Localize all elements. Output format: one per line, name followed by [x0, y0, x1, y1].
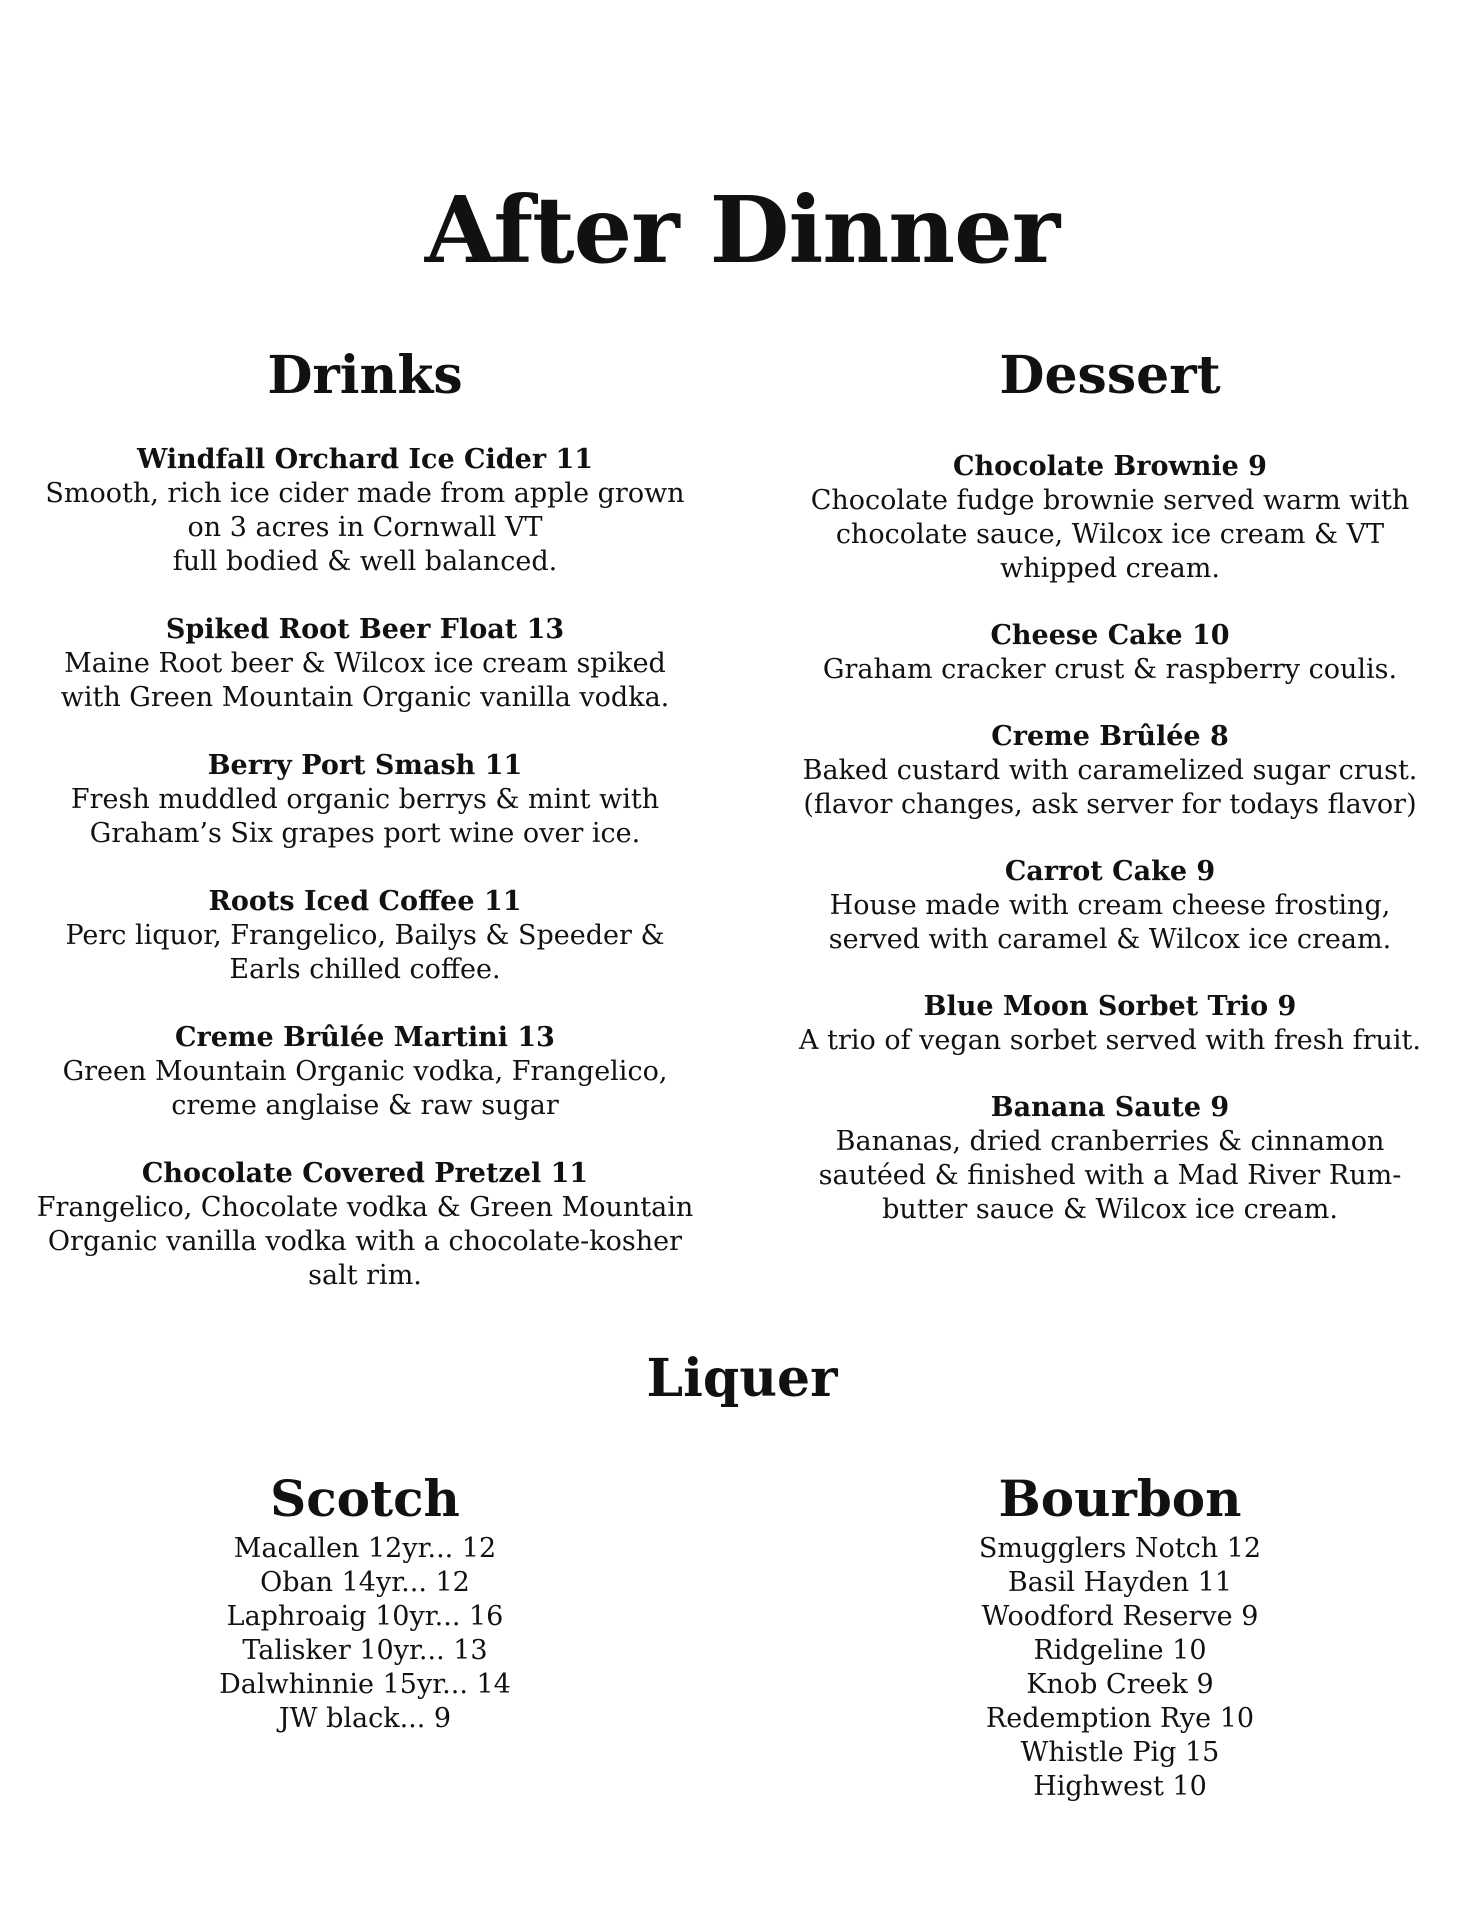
list-item: Basil Hayden 11: [1007, 1566, 1233, 1598]
dessert-description: Chocolate fudge brownie served warm with chocolate sauce, Wilcox ice cream & VT whipped cream.: [810, 485, 1410, 584]
drink-item: [30, 885, 700, 987]
scotch-heading: Scotch: [270, 1469, 460, 1528]
drink-name: Spiked Root Beer Float 13: [165, 614, 565, 645]
drink-description: Green Mountain Organic vodka, Frangelico, creme anglaise & raw sugar: [62, 1056, 668, 1121]
dessert-description: A trio of vegan sorbet served with fresh fruit.: [799, 1025, 1421, 1056]
dessert-heading: Dessert: [999, 345, 1221, 406]
drink-item: [30, 443, 700, 579]
dessert-item: [765, 720, 1455, 822]
dessert-item: [765, 1091, 1455, 1227]
drink-name: Roots Iced Coffee 11: [208, 886, 522, 917]
list-item: JW black... 9: [278, 1702, 452, 1734]
list-item: Smugglers Notch 12: [978, 1532, 1262, 1564]
scotch-list: [165, 1532, 565, 1736]
dessert-item: [765, 855, 1455, 957]
dessert-description: Graham cracker crust & raspberry coulis.: [822, 654, 1398, 685]
list-item: Talisker 10yr... 13: [242, 1634, 488, 1666]
drinks-list: [30, 443, 700, 1327]
list-item: Dalwhinnie 15yr... 14: [219, 1668, 511, 1700]
drink-item: [30, 1157, 700, 1293]
drink-description: Frangelico, Chocolate vodka & Green Mountain Organic vanilla vodka with a chocolate-kosher salt rim.: [36, 1192, 694, 1291]
bourbon-section: [920, 1470, 1320, 1804]
list-item: Laphroaig 10yr... 16: [226, 1600, 504, 1632]
drink-description: Perc liquor, Frangelico, Bailys & Speeder & Earls chilled coffee.: [65, 920, 665, 985]
dessert-description: Baked custard with caramelized sugar crust. (flavor changes, ask server for todays flavor): [802, 755, 1418, 820]
drink-description: Smooth, rich ice cider made from apple grown on 3 acres in Cornwall VT full bodied & well balanced.: [45, 478, 685, 577]
drink-name: Chocolate Covered Pretzel 11: [141, 1158, 589, 1189]
dessert-name: Chocolate Brownie 9: [953, 451, 1267, 482]
liquer-heading: Liquer: [646, 1348, 838, 1409]
dessert-list: [765, 450, 1455, 1260]
dessert-name: Blue Moon Sorbet Trio 9: [923, 991, 1297, 1022]
drink-item: [30, 613, 700, 715]
dessert-name: Cheese Cake 10: [990, 620, 1230, 651]
bourbon-heading: Bourbon: [998, 1469, 1242, 1528]
dessert-description: House made with cream cheese frosting, served with caramel & Wilcox ice cream.: [828, 890, 1392, 955]
page-title: After Dinner: [424, 176, 1060, 284]
dessert-item: [765, 450, 1455, 586]
dessert-description: Bananas, dried cranberries & cinnamon sautéed & finished with a Mad River Rum- butter sauce & Wilcox ice cream.: [818, 1126, 1402, 1225]
list-item: Macallen 12yr... 12: [233, 1532, 497, 1564]
drinks-heading: Drinks: [267, 345, 463, 406]
list-item: Oban 14yr... 12: [260, 1566, 470, 1598]
drink-description: Maine Root beer & Wilcox ice cream spiked with Green Mountain Organic vanilla vodka.: [60, 648, 670, 713]
drink-name: Windfall Orchard Ice Cider 11: [136, 444, 594, 475]
list-item: Whistle Pig 15: [1020, 1736, 1220, 1768]
scotch-section: [165, 1470, 565, 1736]
drink-item: [30, 749, 700, 851]
drink-name: Creme Brûlée Martini 13: [175, 1022, 555, 1053]
dessert-name: Carrot Cake 9: [1004, 856, 1216, 887]
list-item: Woodford Reserve 9: [981, 1600, 1259, 1632]
drink-description: Fresh muddled organic berrys & mint with Graham’s Six grapes port wine over ice.: [70, 784, 660, 849]
list-item: Ridgeline 10: [1033, 1634, 1207, 1666]
dessert-name: Creme Brûlée 8: [991, 721, 1229, 752]
drink-item: [30, 1021, 700, 1123]
dessert-item: [765, 619, 1455, 687]
dessert-name: Banana Saute 9: [990, 1092, 1230, 1123]
dessert-item: [765, 990, 1455, 1058]
list-item: Redemption Rye 10: [985, 1702, 1255, 1734]
list-item: Knob Creek 9: [1026, 1668, 1214, 1700]
bourbon-list: [920, 1532, 1320, 1804]
list-item: Highwest 10: [1033, 1770, 1207, 1802]
drink-name: Berry Port Smash 11: [207, 750, 523, 781]
